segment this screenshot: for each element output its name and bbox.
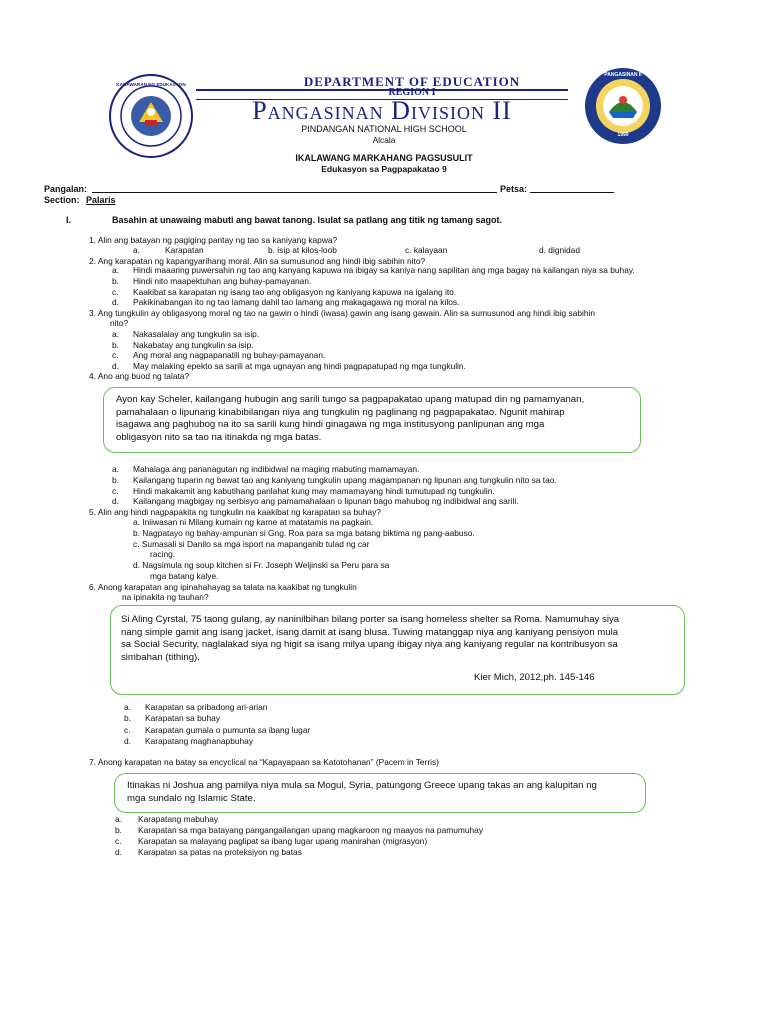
q4-choice-b-letter: b. [112, 475, 119, 485]
q5-choice-d[interactable]: d. Nagsimula ng soup kitchen si Fr. Joseph Weljinski sa Peru para sa [133, 560, 390, 570]
q4-choice-d[interactable]: Kailangang magbigay ng serbisyo ang pamamahalaan o lipunan bago mahubog ng indibidwal ang sarili. [133, 496, 519, 506]
q4-passage-box [103, 387, 641, 453]
q5-choice-c-cont: racing. [150, 549, 176, 559]
q4-passage-line1: Ayon kay Scheler, kailangang hubugin ang sarili tungo sa pagpapakatao upang matupad din ng pamamyanan, [116, 394, 585, 405]
q7-choice-c[interactable]: Karapatan sa malayang paglipat sa ibang lugar upang manirahan (migrasyon) [138, 836, 428, 846]
school-town: Alcala [372, 135, 396, 145]
date-label: Petsa: [500, 184, 528, 194]
q4-choice-b[interactable]: Kailangang tuparin ng bawat tao ang kaniyang tungkulin upang magampanan ng lipunan ang tungkulin nito sa tao. [133, 475, 557, 485]
q6-passage-line4: simbahan (tithing). [121, 651, 200, 663]
q4-choice-a-letter: a. [112, 464, 119, 474]
q3-choice-a[interactable]: Nakasalalay ang tungkulin sa isip. [133, 329, 260, 339]
q6-passage-line3: sa Social Security, naglalakad siya ng higit sa isang milya upang ibigay niya ang kaniyang regular na kontribusyon sa [121, 639, 618, 651]
q7-choice-a[interactable]: Karapatang mabuhay [138, 814, 219, 824]
section-label: Section: [44, 195, 80, 205]
q7-choice-a-letter: a. [115, 814, 122, 824]
q3-choice-c[interactable]: Ang moral ang nagpapanatili ng buhay-pamayanan. [133, 350, 326, 360]
q2-choice-a[interactable]: Hindi maaaring puwersahin ng tao ang kanyang kapuwa na ibigay sa kaniya nang sapilitan ang mga bagay na kailangan niya sa buhay. [133, 265, 635, 275]
q2-choice-d-letter: d. [112, 297, 119, 307]
q6-choice-b[interactable]: Karapatan sa buhay [145, 713, 220, 723]
name-label: Pangalan: [44, 184, 88, 194]
q3-choice-a-letter: a. [112, 329, 119, 339]
q6-choice-b-letter: b. [124, 713, 131, 723]
q1-choice-b[interactable]: b. isip at kilos-loob [268, 245, 337, 255]
q4-choice-c[interactable]: Hindi makakamit ang kabutihang panlahat kung may mamamayang hindi tumutupad ng tungkulin. [133, 486, 495, 496]
q5-choice-d-cont: mga batang kalye. [150, 571, 219, 581]
q4-choice-c-letter: c. [112, 486, 119, 496]
school-name: PINDANGAN NATIONAL HIGH SCHOOL [301, 124, 467, 134]
q1-choice-a[interactable]: Karapatan [165, 245, 204, 255]
q5-choice-c[interactable]: c. Sumasali si Danilo sa mga isport na mapanganib tulad ng car [133, 539, 370, 549]
q6-passage-line1: Si Aling Cyrstal, 75 taong gulang, ay naninilbihan bilang porter sa isang homeless shelter sa Roma. Namumuhay siya [121, 614, 620, 625]
q6-passage-line2: nang simple gamit ang isang jacket, isang damit at isang blusa. Tuwing matanggap niya ang kaniyang pensiyon mula [121, 626, 619, 638]
division-seal-year: 1990 [617, 132, 629, 138]
q2-choice-c-letter: c. [112, 287, 119, 297]
exam-subject: Edukasyon sa Pagpapakatao 9 [321, 164, 447, 174]
division-seal-text: PANGASINAN II [604, 72, 642, 78]
part-numeral: I. [66, 215, 72, 225]
q5-stem: 5. Alin ang hindi nagpapakita ng tungkulin na kaakibat ng karapatan sa buhay? [89, 507, 381, 517]
q4-stem: 4. Ano ang buod ng talata? [89, 371, 190, 381]
q3-choice-d[interactable]: May malaking epekto sa sarili at mga ugnayan ang hindi pagpapatupad ng mga tungkulin. [133, 361, 466, 371]
q2-choice-c[interactable]: Kaakibat sa karapatan ng isang tao ang obligasyon ng kaniyang kapuwa na igalang ito. [133, 287, 457, 297]
q3-choice-c-letter: c. [112, 350, 119, 360]
q1-stem: 1. Alin ang batayan ng pagiging pantay ng tao sa kaniyang kapwa? [89, 235, 338, 245]
q6-stem-line2: na ipinakita ng tauhan? [122, 592, 209, 602]
q2-stem: 2. Ang karapatan ng kapangyarihang moral. Alin sa sumusunod ang hindi ibig sabihin nito? [89, 256, 426, 266]
date-field[interactable] [530, 192, 614, 193]
part-instruction: Basahin at unawaing mabuti ang bawat tanong. Isulat sa patlang ang titik ng tamang sagot. [112, 215, 503, 225]
q6-choice-d-letter: d. [124, 736, 131, 746]
q7-choice-c-letter: c. [115, 836, 122, 846]
q7-passage-box [114, 773, 646, 813]
q1-choice-c[interactable]: c. kalayaan [405, 245, 448, 255]
exam-title: IKALAWANG MARKAHANG PAGSUSULIT [295, 153, 473, 163]
q7-passage-line2: mga sundalo ng Islamic State. [127, 792, 256, 804]
section-value[interactable]: Palaris [86, 195, 116, 205]
q7-choice-d-letter: d. [115, 847, 122, 857]
q6-choice-c[interactable]: Karapatan gumala o pumunta sa ibang lugar [145, 725, 311, 735]
department-title: DEPARTMENT OF EDUCATION [303, 74, 521, 89]
q7-choice-d[interactable]: Karapatan sa patas na proteksiyon ng batas [138, 847, 302, 857]
q6-citation: Kier Mich, 2012,ph. 145-146 [474, 672, 595, 683]
division-title: Pangasinan Division II [252, 96, 512, 125]
q6-choice-d[interactable]: Karapatang maghanapbuhay [145, 736, 254, 746]
q4-passage-line3: isagawa ang paghubog na ito sa sarili kung hindi ginagawa ng mga institusyong panlipunan ang mga [116, 419, 545, 431]
q4-passage-line2: pamahalaan o lipunang kinabibilangan niya ang tungkulin ng paglinang ng pagpapakatao. Ngunit mahirap [116, 406, 565, 418]
q1-choice-a-letter: a. [133, 245, 140, 255]
q7-choice-b-letter: b. [115, 825, 122, 835]
q3-choice-b-letter: b. [112, 340, 119, 350]
q4-choice-a[interactable]: Mahalaga ang pananagutan ng indibidwal na maging mabuting mamamayan. [133, 464, 420, 474]
q3-choice-d-letter: d. [112, 361, 119, 371]
q2-choice-b-letter: b. [112, 276, 119, 286]
name-field[interactable] [92, 192, 497, 193]
q6-choice-c-letter: c. [124, 725, 131, 735]
q7-choice-b[interactable]: Karapatan sa mga batayang pangangailangan upang magkaroon ng maayos na pamumuhay [138, 825, 484, 835]
q3-stem-line2: nito? [110, 318, 129, 328]
q6-stem-line1: 6. Anong karapatan ang ipinahahayag sa talata na kaakibat ng tungkulin [89, 582, 357, 592]
q7-passage-line1: Itinakas ni Joshua ang pamilya niya mula sa Mogul, Syria, patungong Greece upang takas an ang kalupitan ng [127, 780, 597, 791]
q4-passage-line4: obligasyon nito sa tao na itinakda ng mga batas. [116, 431, 322, 443]
q6-choice-a[interactable]: Karapatan sa pribadong ari-arian [145, 702, 268, 712]
q2-choice-b[interactable]: Hindi nito maapektuhan ang buhay-pamayanan. [133, 276, 312, 286]
q2-choice-d[interactable]: Pakikinabangan ito ng tao lamang dahil tao lamang ang makagagawa ng moral na kilos. [133, 297, 460, 307]
q1-choice-d[interactable]: d. dignidad [539, 245, 580, 255]
q3-stem-line1: 3. Ang tungkulin ay obligasyong moral ng tao na gawin o hindi (iwasa) gawin ang isang gawain. Alin sa sumusunod ang hindi ibig sabihin [89, 308, 596, 318]
q5-choice-a[interactable]: a. Iniiwasan ni Milang kumain ng karne at matatamis na pagkain. [133, 517, 374, 527]
deped-seal-text: KAGAWARAN NG EDUKASYON [116, 82, 186, 87]
q2-choice-a-letter: a. [112, 265, 119, 275]
deped-seal [109, 74, 193, 158]
q6-passage-box [110, 605, 685, 695]
region-label: REGION I [388, 87, 436, 98]
q3-choice-b[interactable]: Nakabatay ang tungkulin sa isip. [133, 340, 254, 350]
division-seal [585, 68, 661, 144]
q4-choice-d-letter: d. [112, 496, 119, 506]
q6-choice-a-letter: a. [124, 702, 131, 712]
q7-stem: 7. Anong karapatan na batay sa encyclical na “Kapayapaan sa Katotohanan” (Pacem in Terris) [89, 757, 439, 767]
q5-choice-b[interactable]: b. Nagpatayo ng bahay-ampunan si Gng. Roa para sa mga batang biktima ng pang-aabuso. [133, 528, 475, 538]
